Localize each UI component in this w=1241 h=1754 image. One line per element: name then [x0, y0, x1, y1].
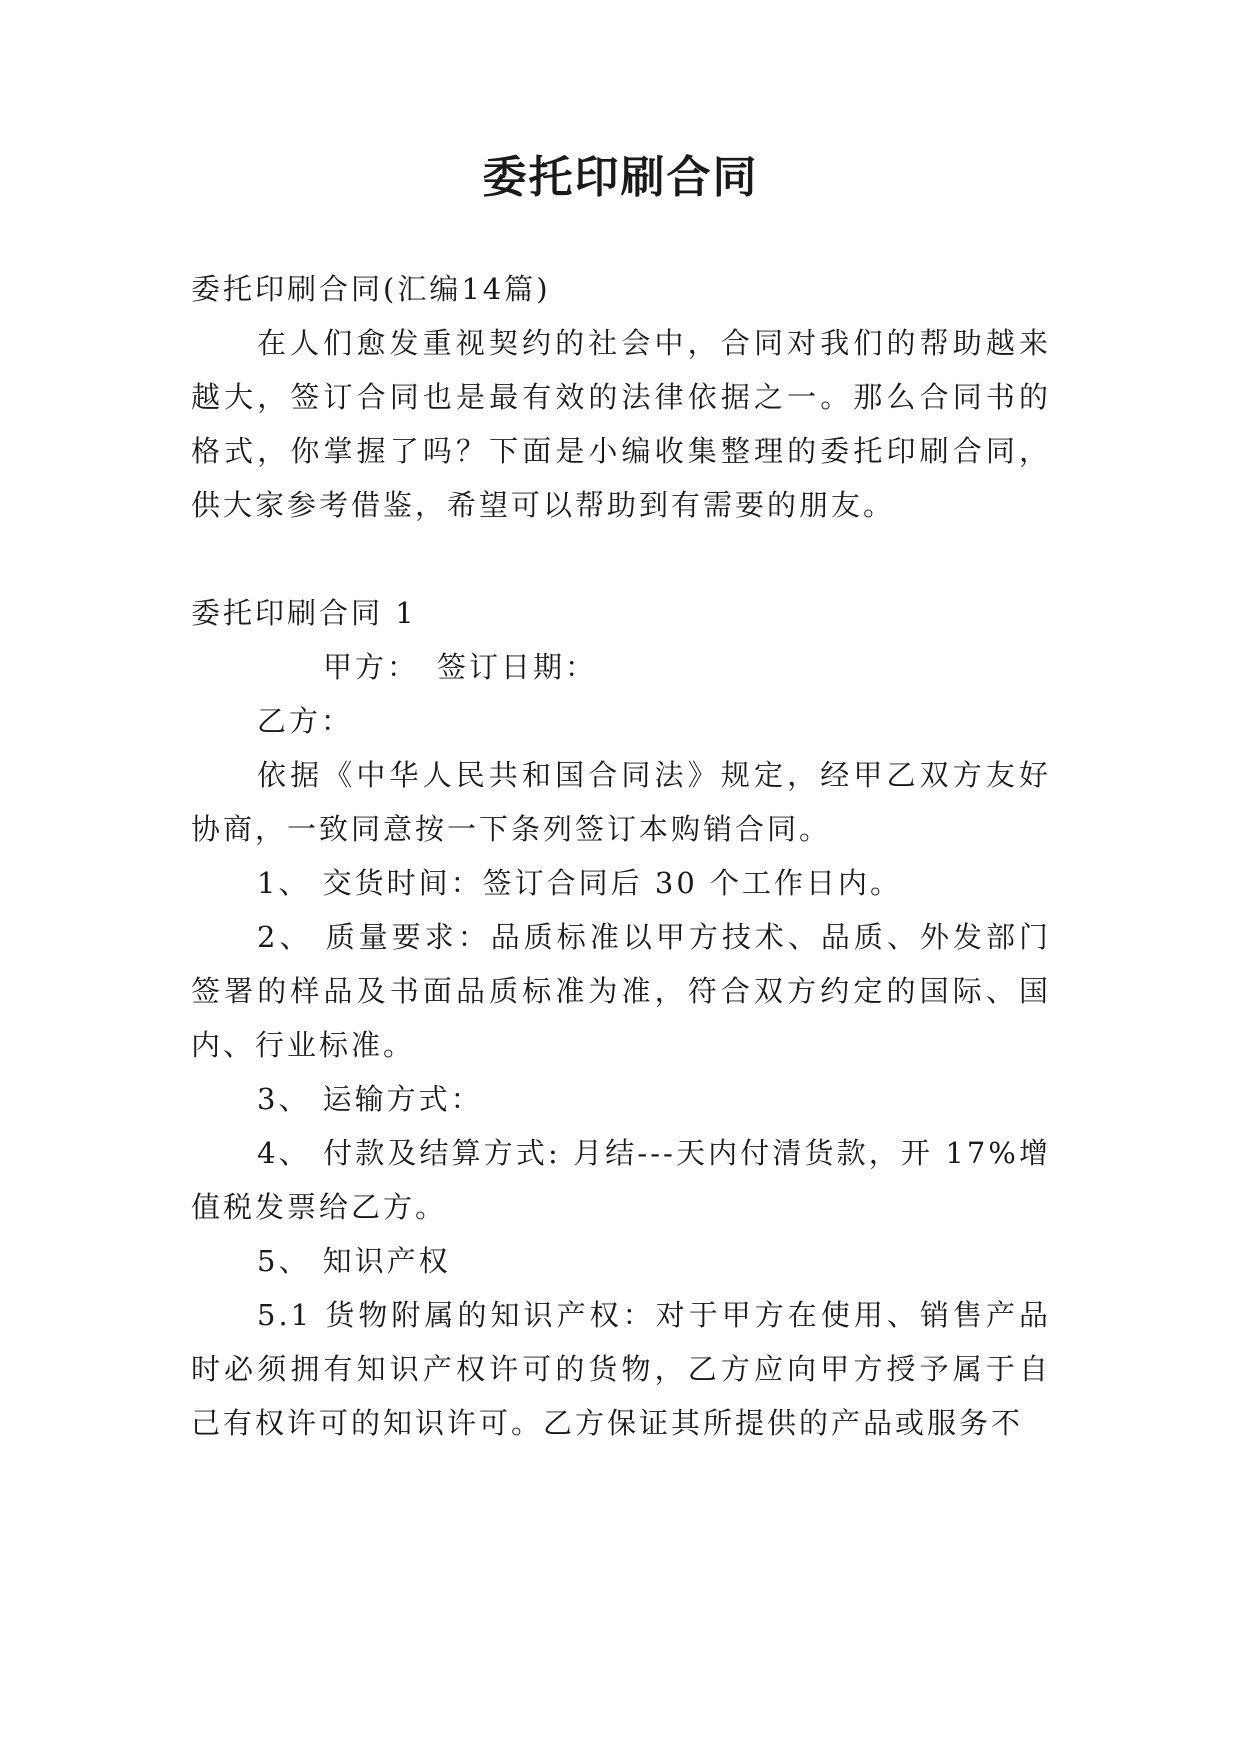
clause-5-1: 5.1 货物附属的知识产权：对于甲方在使用、销售产品时必须拥有知识产权许可的货物，乙方应向甲方授予属于自己有权许可的知识许可。乙方保证其所提供的产品或服务不	[191, 1298, 1051, 1440]
document-title: 委托印刷合同	[482, 152, 759, 203]
clause-5: 5、 知识产权	[257, 1244, 451, 1278]
party-a-label: 甲方：	[323, 650, 420, 684]
clause-4: 4、 付款及结算方式: 月结---天内付清货款，开 17%增值税发票给乙方。	[191, 1136, 1051, 1224]
clause-2: 2、 质量要求：品质标准以甲方技术、品质、外发部门签署的样品及书面品质标准为准，符合双方约定的国际、国内、行业标准。	[191, 920, 1051, 1062]
document-subtitle: 委托印刷合同(汇编14篇)	[191, 272, 551, 306]
preamble-paragraph: 依据《中华人民共和国合同法》规定，经甲乙双方友好协商，一致同意按一下条列签订本购销合同。	[191, 758, 1051, 846]
document-body	[191, 262, 1051, 1450]
party-a-line	[191, 640, 1051, 694]
sign-date-label: 签订日期：	[437, 650, 598, 684]
intro-paragraph: 在人们愈发重视契约的社会中，合同对我们的帮助越来越大，签订合同也是最有效的法律依据之一。那么合同书的格式，你掌握了吗？下面是小编收集整理的委托印刷合同，供大家参考借鉴，希望可以帮助到有需要的朋友。	[191, 326, 1051, 522]
party-b-label: 乙方：	[257, 704, 354, 738]
clause-1: 1、 交货时间：签订合同后 30 个工作日内。	[257, 866, 903, 900]
clause-3: 3、 运输方式：	[257, 1082, 483, 1116]
section-heading: 委托印刷合同 1	[191, 596, 417, 630]
